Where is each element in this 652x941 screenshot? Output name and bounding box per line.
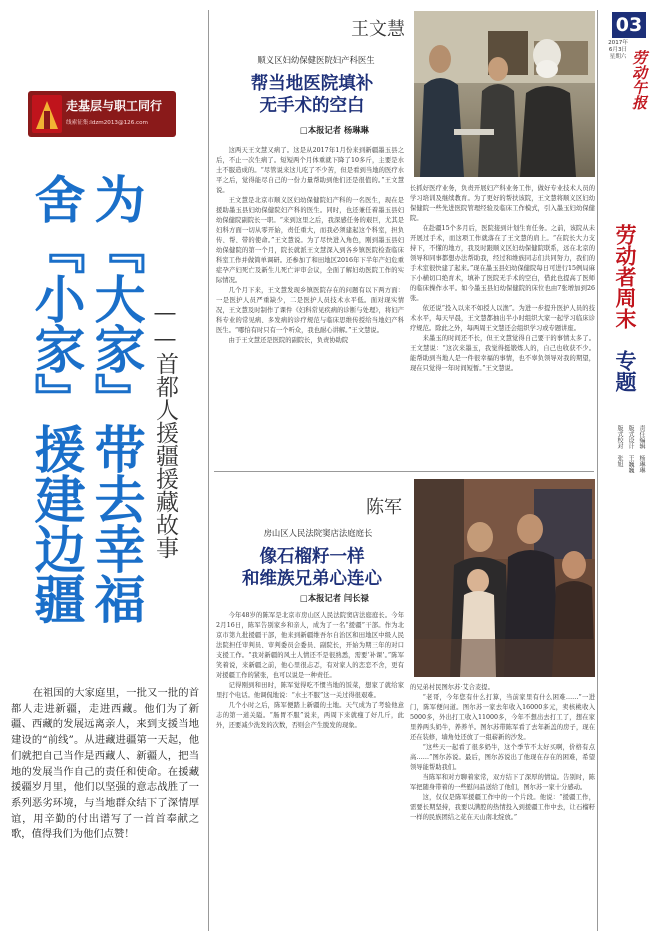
divider-left <box>208 10 209 931</box>
story1-col2-para: 来墨玉的时间还不长，但王文慧觉得自己要干的事情太多了。王文慧说：“这次来墨玉，我觉得挺锻炼人的，自己也收获不少。能帮助到当地人是一件很幸福的事情，也不辜负领导对我的期望，现在只觉得一年时间短暂。”王文慧说。 <box>410 335 595 372</box>
story2-headline-2: 和维族兄弟心连心 <box>242 569 382 589</box>
credit-name: 王巍巍 <box>627 455 634 473</box>
story1-col1-para: 几个月下来，王文慧发现乡镇医院存在的问题有以下两方面：一是医护人员严重缺少，二是医护人员技术水平低。面对现实情况，王文慧及时制作了课件《妇科常见疾病的诊断与处理》，将妇产科专业的常见病、多发病的诊疗规范与临床思维传授给当地妇产科医生。“哪怕有时只有一个听众，我也耐心讲解。”王文慧说。 <box>216 287 404 334</box>
feature-headline-line2: 舍『小家』援建边疆 <box>25 173 84 623</box>
paper-name: 劳动午报 <box>630 50 648 110</box>
date-weekday: 星期六 <box>609 54 627 60</box>
story1-person-name: 王文慧 <box>351 19 405 40</box>
story2-col1-para: 几个小时之后，陈军便踏上新疆的土地。天气成为了考验他意志的第一道关隘。“肠胃不服”说来，两周下来就瘦了好几斤，此外，还要减少洗发的次数，否则会产生脱发的现象。 <box>216 702 404 729</box>
story2-col2-para: 这，仅仅是陈军援疆工作中的一个片段。他说：“援疆工作，需要长期坚持，我要以满腔的热情投入到援疆工作中去，让石榴籽一样的民族团结之花在天山南北绽放。” <box>410 794 595 821</box>
story1-col2-para: 依还说“投入以来不如授人以渔”。为进一步提升医护人员的技术水平，每天早晨，王文慧都抽出半小时组织大家一起学习临床诊疗规范。除此之外，每两周王文慧还会组织学习或专题讲座。 <box>410 305 595 332</box>
badge-contact: 线索征集:ldzm2013@126.com <box>66 120 148 126</box>
badge-title: 走基层与职工同行 <box>66 99 163 113</box>
section-title: 劳动者周末 <box>613 224 637 329</box>
story2-body-col2 <box>410 683 595 931</box>
credit-role: 版式校对 <box>616 425 623 449</box>
story2-col2-para: “这些天一起看了很多奶牛，这个季节不太好买啊，价格有点高……”图尔苏说。最后，图尔苏说出了他现在存在的困难，希望领导能帮助我们。 <box>410 744 595 771</box>
story1-col1-para: 这两天王文慧又病了。这是从2017年1月份来到新疆墨玉县之后，不止一次生病了。短短两个月体重就下降了10多斤，主要是水土不服造成的。“尽管说来这儿吃了不少苦，但是看到当地的医疗水平之后，觉得能尽自己的一份力量帮助到他们还是很值的。”王文慧说。 <box>216 147 404 194</box>
credit-role: 版式设计 <box>627 425 634 449</box>
credit-name: 杨琳琳 <box>638 455 645 473</box>
divider-right <box>597 10 598 931</box>
story2-col1-para: 今年48岁的陈军是北京市房山区人民法院窦店法庭庭长。今年2月16日，陈军告别家乡和亲人，成为了一名“援疆”干部。作为北京市第九批援疆干部，他来到新疆维吾尔自治区和田地区中级人民法院担任审判员、审判委员会委员、副院长，开始为期三年的对口支援工作。“我对新疆的风土人情还不是很熟悉，需要‘补课’。”陈军笑着说，来新疆之前，他心里很忐忑，有对家人的恋恋不舍，更有对援疆工作的紧张，也可以说是一种责任。 <box>216 612 404 679</box>
story1-headline-2: 无手术的空白 <box>259 96 365 116</box>
page-number: 03 <box>612 12 646 38</box>
divider-stories <box>214 471 594 472</box>
story2-reporter: □本报记者 闫长禄 <box>300 593 369 603</box>
credit-role: 责任编辑 <box>638 425 645 449</box>
story1-col1-para: 王文慧是北京市顺义区妇幼保健院妇产科的一名医生，现在是援助墨玉县妇幼保健院妇产科的医生。同时，也还兼任着墨玉县妇幼保健院副院长一职。“来到这里之后，我深感任务的艰巨，尤其是妇科方面一切从零开始，责任重大，而我必须建起这个科室，担负传、帮、带的使命。”王文慧说。为了尽快进入角色，刚到墨玉县妇幼保健院的第一个月，院长就派王文慧深入到各乡镇医院检查临床科室工作并做简单调研。还参加了和田地区2016年下半年产妇危重症孕产妇死亡及新生儿死亡评审会议，全面了解妇幼医院工作的实际情况。 <box>216 197 404 284</box>
story2-photo <box>414 479 595 677</box>
section-subtitle: 专题 <box>613 350 637 392</box>
story2-person-name: 陈军 <box>366 497 402 518</box>
feature-headline-line1: 为『大家』带去幸福 <box>85 173 144 623</box>
credit-name: 张旭 <box>616 455 623 467</box>
story1-reporter: □本报记者 杨琳琳 <box>300 125 369 135</box>
story1-photo <box>414 11 595 177</box>
story2-col2-para: 当陈军和对方聊着家常，双方结下了深厚的情谊。告别时，陈军把随身带着的一些慰问品送给了他们，图尔苏一家十分感动。 <box>410 774 595 791</box>
story1-body-col2 <box>410 184 595 466</box>
credits <box>604 425 648 499</box>
story1-col2-para: 在赴疆15个多月后，医院接到计划生育任务。之前，该院从未开展过手术，而这项工作就落在了王文慧的肩上。“在院长大力支持下，不懂的地方，我及时跟顺义区妇幼保健院联系，远在北京的领导和同事都想办法帮助我，经过和维族同志们共同努力，我们的手术室很快建了起来。”现在墨玉县妇幼保健院每日可进行15例局麻下小横切口绝育术，填补了医院无手术的空白，借此也提高了医师的临床操作水平。如今墨玉县妇幼保健院的床位也由7张增加到26张。 <box>410 225 595 302</box>
story1-body-col1 <box>216 146 404 466</box>
feature-subtitle: ——首都人援疆援藏故事 <box>152 300 178 559</box>
feature-intro: 在祖国的大家庭里，一批又一批的首都人走进新疆，走进西藏。他们为了新疆、西藏的发展远离亲人，来到支援当地建设的“前线”。从进藏进疆第一天起，他们就把自己当作是西藏人、新疆人，把当地的发展当作自己的责任和使命。在援藏援疆岁月里，他们以坚强的意志战胜了一系列恶劣环境，与当地群众结下了深情厚谊，用辛勤的付出谱写了一首首奉献之歌，值得我们为他们点赞！ <box>11 687 199 841</box>
badge-logo-icon <box>32 95 62 133</box>
date-day: 6月3日 <box>608 47 628 53</box>
story1-col2-para: 长抓好医疗业务，负责开展妇产科业务工作，做好专业技术人员的学习培训及继续教育。为了更好的帮扶该院，王文慧将顺义区妇幼保健院一些先进医院管理经验及临床工作模式，引入墨玉妇幼保健院。 <box>410 185 595 222</box>
story1-headline-1: 帮当地医院填补 <box>250 74 374 94</box>
story2-col2-para: 的兄弟村民图尔苏·艾合麦提。 <box>410 684 494 691</box>
story1-role: 顺义区妇幼保健医院妇产科医生 <box>257 55 375 65</box>
story2-col2-para: “老哥，今年您有什么打算，当前家里有什么困难……”一进门，陈军便问道。图尔苏一家去年收入16000多元，卖核桃收入5000多，外出打工收入11000多，今年不想出去打工了，想在家里养两头奶牛，养养羊。图尔苏带陈军看了去年新盖的房子，现在还在装修，墙角处还放了一组崭新的沙发。 <box>410 694 595 741</box>
story2-role: 房山区人民法院窦店法庭庭长 <box>263 528 373 538</box>
story2-headline-1: 像石榴籽一样 <box>259 547 365 567</box>
story1-col1-para: 由于王文慧还是医院的副院长，负责协助院 <box>228 337 349 344</box>
story2-body-col1 <box>216 611 404 931</box>
story2-col1-para: 记得刚到和田时，陈军觉得吃不惯当地的饭菜，想家了就给家里打个电话。他调侃地说：“水土不服”这一关过得很艰难。 <box>216 682 404 699</box>
date-year: 2017年 <box>608 40 628 46</box>
column-badge <box>28 91 176 137</box>
